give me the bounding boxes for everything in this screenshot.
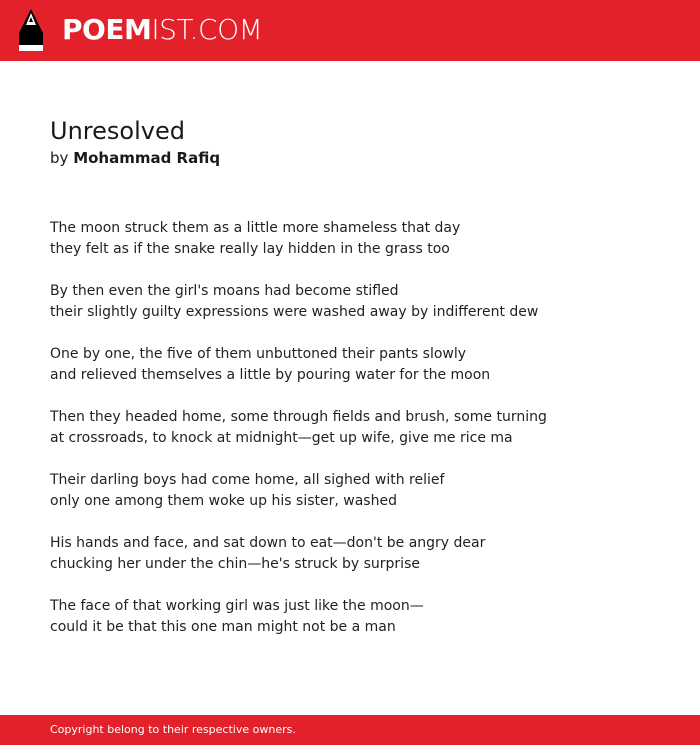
site-footer	[0, 715, 700, 745]
poem-body	[50, 218, 670, 638]
pencil-icon[interactable]	[17, 9, 45, 51]
stanza	[50, 344, 670, 386]
poem-line: One by one, the five of them unbuttoned their pants slowly	[50, 346, 467, 362]
poem-content	[50, 115, 670, 659]
poem-line: and relieved themselves a little by pouring water for the moon	[50, 367, 491, 383]
poem-byline	[50, 147, 670, 169]
poem-line: Their darling boys had come home, all sighed with relief	[50, 472, 445, 488]
copyright-text: Copyright belong to their respective owners.	[50, 723, 296, 736]
site-logo-link[interactable]	[62, 11, 262, 49]
poem-line: Then they headed home, some through fields and brush, some turning	[50, 409, 547, 425]
poem-line: His hands and face, and sat down to eat—don't be angry dear	[50, 535, 486, 551]
poem-line: their slightly guilty expressions were washed away by indifferent dew	[50, 304, 539, 320]
poem-line: only one among them woke up his sister, washed	[50, 493, 397, 509]
stanza	[50, 218, 670, 260]
stanza	[50, 596, 670, 638]
poem-line: By then even the girl's moans had become stifled	[50, 283, 399, 299]
stanza	[50, 470, 670, 512]
by-label: by	[50, 149, 69, 167]
poem-title: Unresolved	[50, 117, 185, 145]
brand-bold: POEM	[62, 13, 152, 46]
poem-line: chucking her under the chin—he's struck by surprise	[50, 556, 420, 572]
poem-line: at crossroads, to knock at midnight—get up wife, give me rice ma	[50, 430, 513, 446]
brand-light: IST.COM	[151, 13, 263, 46]
stanza	[50, 533, 670, 575]
stanza	[50, 281, 670, 323]
stanza	[50, 407, 670, 449]
site-header	[0, 0, 700, 61]
poem-line: could it be that this one man might not be a man	[50, 619, 396, 635]
poem-line: The face of that working girl was just like the moon—	[50, 598, 424, 614]
poem-line: The moon struck them as a little more shameless that day	[50, 220, 461, 236]
author-link[interactable]: Mohammad Rafiq	[73, 149, 221, 167]
poem-line: they felt as if the snake really lay hidden in the grass too	[50, 241, 450, 257]
